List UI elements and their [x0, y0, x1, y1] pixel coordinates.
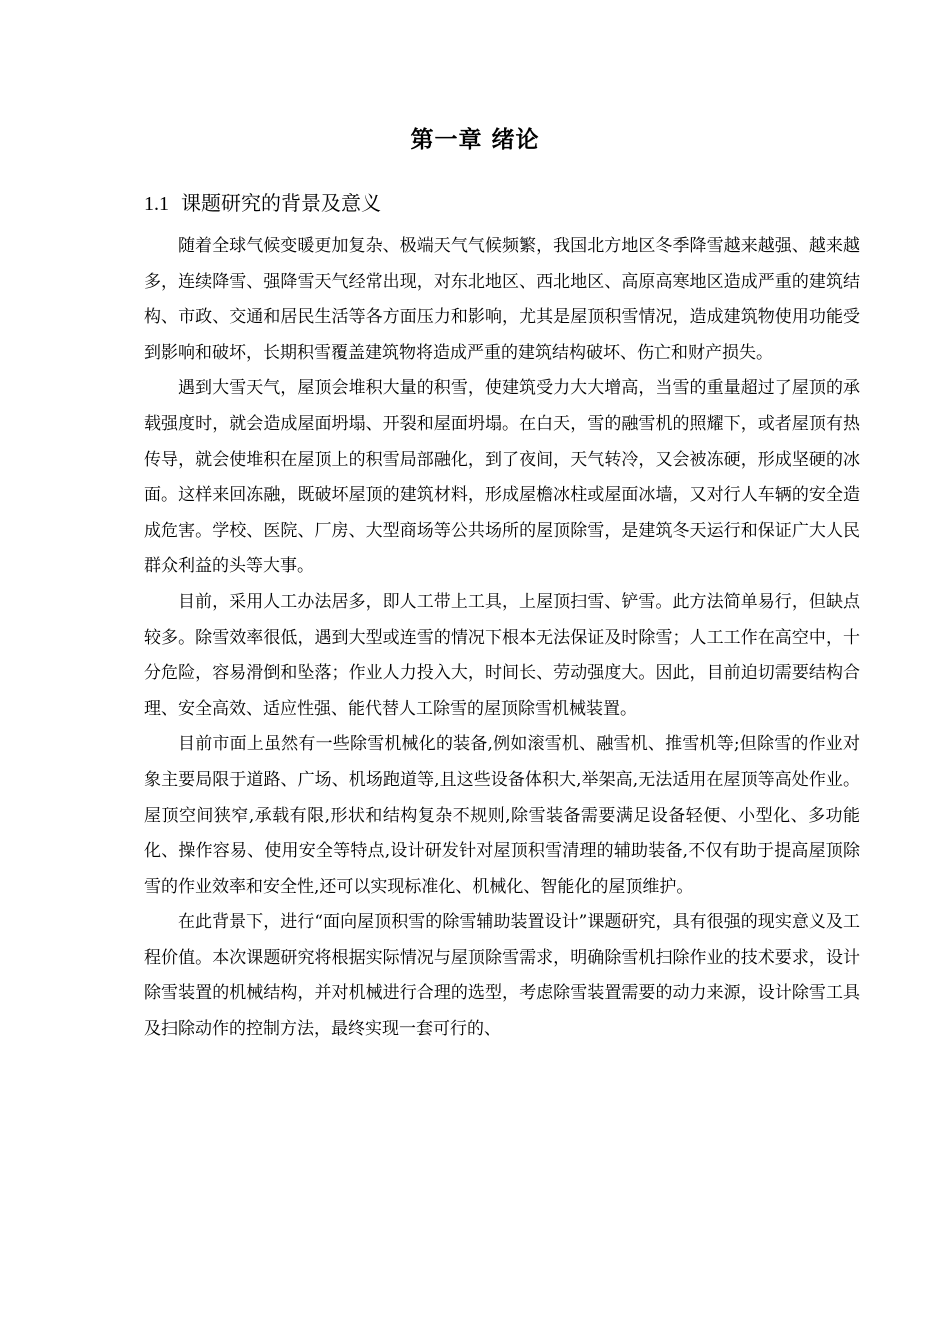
section-heading — [144, 186, 381, 221]
paragraph: 遇到大雪天气，屋顶会堆积大量的积雪，使建筑受力大大增高，当雪的重量超过了屋顶的承载强度时，就会造成屋面坍塌、开裂和屋面坍塌。在白天，雪的融雪机的照耀下，或者屋顶有热传导，就会使堆积在屋顶上的积雪局部融化，到了夜间，天气转冷，又会被冻硬，形成坚硬的冰面。这样来回冻融，既破坏屋顶的建筑材料，形成屋檐冰柱或屋面冰墙，又对行人车辆的安全造成危害。学校、医院、厂房、大型商场等公共场所的屋顶除雪，是建筑冬天运行和保证广大人民群众利益的头等大事。 — [144, 378, 860, 577]
paragraph: 目前市面上虽然有一些除雪机械化的装备,例如滚雪机、融雪机、推雪机等;但除雪的作业对象主要局限于道路、广场、机场跑道等,且这些设备体积大,举架高,无法适用在屋顶等高处作业。屋顶空间狭窄,承载有限,形状和结构复杂不规则,除雪装备需要满足设备轻便、小型化、多功能化、操作容易、使用安全等特点,设计研发针对屋顶积雪清理的辅助装备,不仅有助于提高屋顶除雪的作业效率和安全性,还可以实现标准化、机械化、智能化的屋顶维护。 — [144, 734, 860, 897]
paragraph: 目前，采用人工办法居多，即人工带上工具，上屋顶扫雪、铲雪。此方法简单易行，但缺点较多。除雪效率很低，遇到大型或连雪的情况下根本无法保证及时除雪；人工工作在高空中，十分危险，容易滑倒和坠落；作业人力投入大，时间长、劳动强度大。因此，目前迫切需要结构合理、安全高效、适应性强、能代替人工除雪的屋顶除雪机械装置。 — [144, 591, 860, 719]
body-text — [144, 229, 860, 1048]
chapter-title: 第一章 绪论 — [410, 127, 540, 153]
paragraph: 随着全球气候变暖更加复杂、极端天气气候频繁，我国北方地区冬季降雪越来越强、越来越多，连续降雪、强降雪天气经常出现，对东北地区、西北地区、高原高寒地区造成严重的建筑结构、市政、交通和居民生活等各方面压力和影响，尤其是屋顶积雪情况，造成建筑物使用功能受到影响和破坏，长期积雪覆盖建筑物将造成严重的建筑结构破坏、伤亡和财产损失。 — [144, 236, 860, 363]
paragraph: 在此背景下，进行“面向屋顶积雪的除雪辅助装置设计”课题研究，具有很强的现实意义及工程价值。本次课题研究将根据实际情况与屋顶除雪需求，明确除雪机扫除作业的技术要求，设计除雪装置的机械结构，并对机械进行合理的选型，考虑除雪装置需要的动力来源，设计除雪工具及扫除动作的控制方法，最终实现一套可行的、 — [144, 912, 860, 1040]
section-title: 课题研究的背景及意义 — [181, 191, 381, 215]
section-number: 1.1 — [144, 193, 169, 215]
